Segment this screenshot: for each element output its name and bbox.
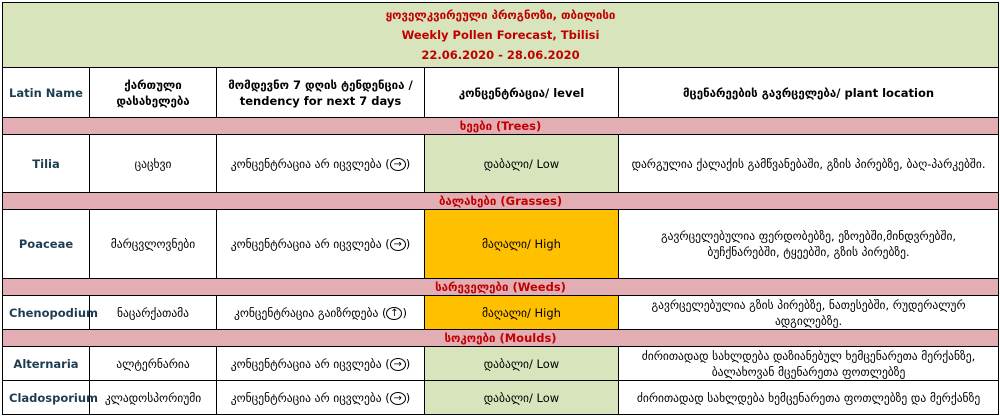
category-row-moulds (3, 330, 999, 347)
tendency-text: კონცენტრაცია არ იცვლება (230, 156, 382, 171)
tendency-text: კონცენტრაცია არ იცვლება (230, 390, 382, 405)
tendency-cell: კონცენტრაცია არ იცვლება ( → ) (217, 210, 425, 279)
latin-name: Alternaria (3, 347, 90, 381)
header-latin-name: Latin Name (3, 68, 90, 118)
latin-name: Poaceae (3, 210, 90, 279)
georgian-name: ცაცხვი (90, 135, 217, 193)
header-level: კონცენტრაცია/ level (425, 68, 619, 118)
tendency-text: კონცენტრაცია არ იცვლება (230, 356, 382, 371)
tendency-text: კონცენტრაცია არ იცვლება (230, 237, 382, 251)
table-row (3, 296, 999, 330)
date-range: 22.06.2020 - 28.06.2020 (421, 48, 580, 62)
georgian-name: ნაცარქათამა (90, 296, 217, 330)
tendency-cell: კონცენტრაცია არ იცვლება ( → ) (217, 135, 425, 193)
category-weeds: სარეველები (Weeds) (3, 279, 999, 296)
category-row-weeds (3, 279, 999, 296)
location-cell: გავრცელებულია ფერდობებზე, ეზოებში,მინდვრებში, ბუჩქნარებში, ტყეებში, გზის პირებზე. (619, 210, 999, 279)
tendency-cell: კონცენტრაცია არ იცვლება ( → ) (217, 347, 425, 381)
table-row (3, 210, 999, 279)
table-row (3, 381, 999, 415)
title-english: Weekly Pollen Forecast, Tbilisi (401, 28, 600, 42)
arrow-right-icon: → (390, 392, 406, 405)
table-row (3, 135, 999, 193)
header-tendency: მომდევნო 7 დღის ტენდენცია / tendency for next 7 days (217, 68, 425, 118)
category-moulds: სოკოები (Moulds) (3, 330, 999, 347)
title-georgian: ყოველკვირეული პროგნოზი, თბილისი (385, 8, 616, 22)
category-trees: ხეები (Trees) (3, 118, 999, 135)
forecast-table (2, 2, 999, 415)
category-row-grasses (3, 193, 999, 210)
arrow-right-icon: → (390, 358, 406, 371)
header-georgian-name: ქართული დასახელება (90, 68, 217, 118)
table-title (3, 3, 999, 68)
category-row-trees (3, 118, 999, 135)
location-cell: ძირითადად სახლდება ხემცენარეთა ფოთლებზე და მერქანზე (619, 381, 999, 415)
georgian-name: კლადოსპორიუმი (90, 381, 217, 415)
arrow-right-icon: → (390, 238, 406, 251)
tendency-cell: კონცენტრაცია გაიზრდება ( ↑ ) (217, 296, 425, 330)
tendency-cell: კონცენტრაცია არ იცვლება ( → ) (217, 381, 425, 415)
georgian-name: ალტერნარია (90, 347, 217, 381)
latin-name: Cladosporium (3, 381, 90, 415)
header-plant-location: მცენარეების გავრცელება/ plant location (619, 68, 999, 118)
arrow-right-icon: → (390, 158, 406, 171)
pollen-forecast-document (2, 2, 998, 415)
table-row (3, 347, 999, 381)
category-grasses: ბალახები (Grasses) (3, 193, 999, 210)
level-cell: დაბალი/ Low (425, 381, 619, 415)
level-cell: მაღალი/ High (425, 210, 619, 279)
latin-name: Tilia (3, 135, 90, 193)
georgian-name: მარცვლოვნები (90, 210, 217, 279)
location-cell: გავრცელებულია გზის პირებზე, ნათესებში, რუდერალურ ადგილებზე. (619, 296, 999, 330)
arrow-up-icon: ↑ (386, 307, 402, 320)
location-cell: დარგულია ქალაქის გამწვანებაში, გზის პირებზე, ბაღ-პარკებში. (619, 135, 999, 193)
location-cell: ძირითადად სახლდება დაზიანებულ ხემცენარეთა მერქანზე, ბალახოვან მცენარეთა ფოთლებზე (619, 347, 999, 381)
tendency-text: კონცენტრაცია გაიზრდება (234, 305, 379, 320)
header-row (3, 68, 999, 118)
level-cell: მაღალი/ High (425, 296, 619, 330)
latin-name: Chenopodium (3, 296, 90, 330)
title-row (3, 3, 999, 68)
level-cell: დაბალი/ Low (425, 347, 619, 381)
level-cell: დაბალი/ Low (425, 135, 619, 193)
